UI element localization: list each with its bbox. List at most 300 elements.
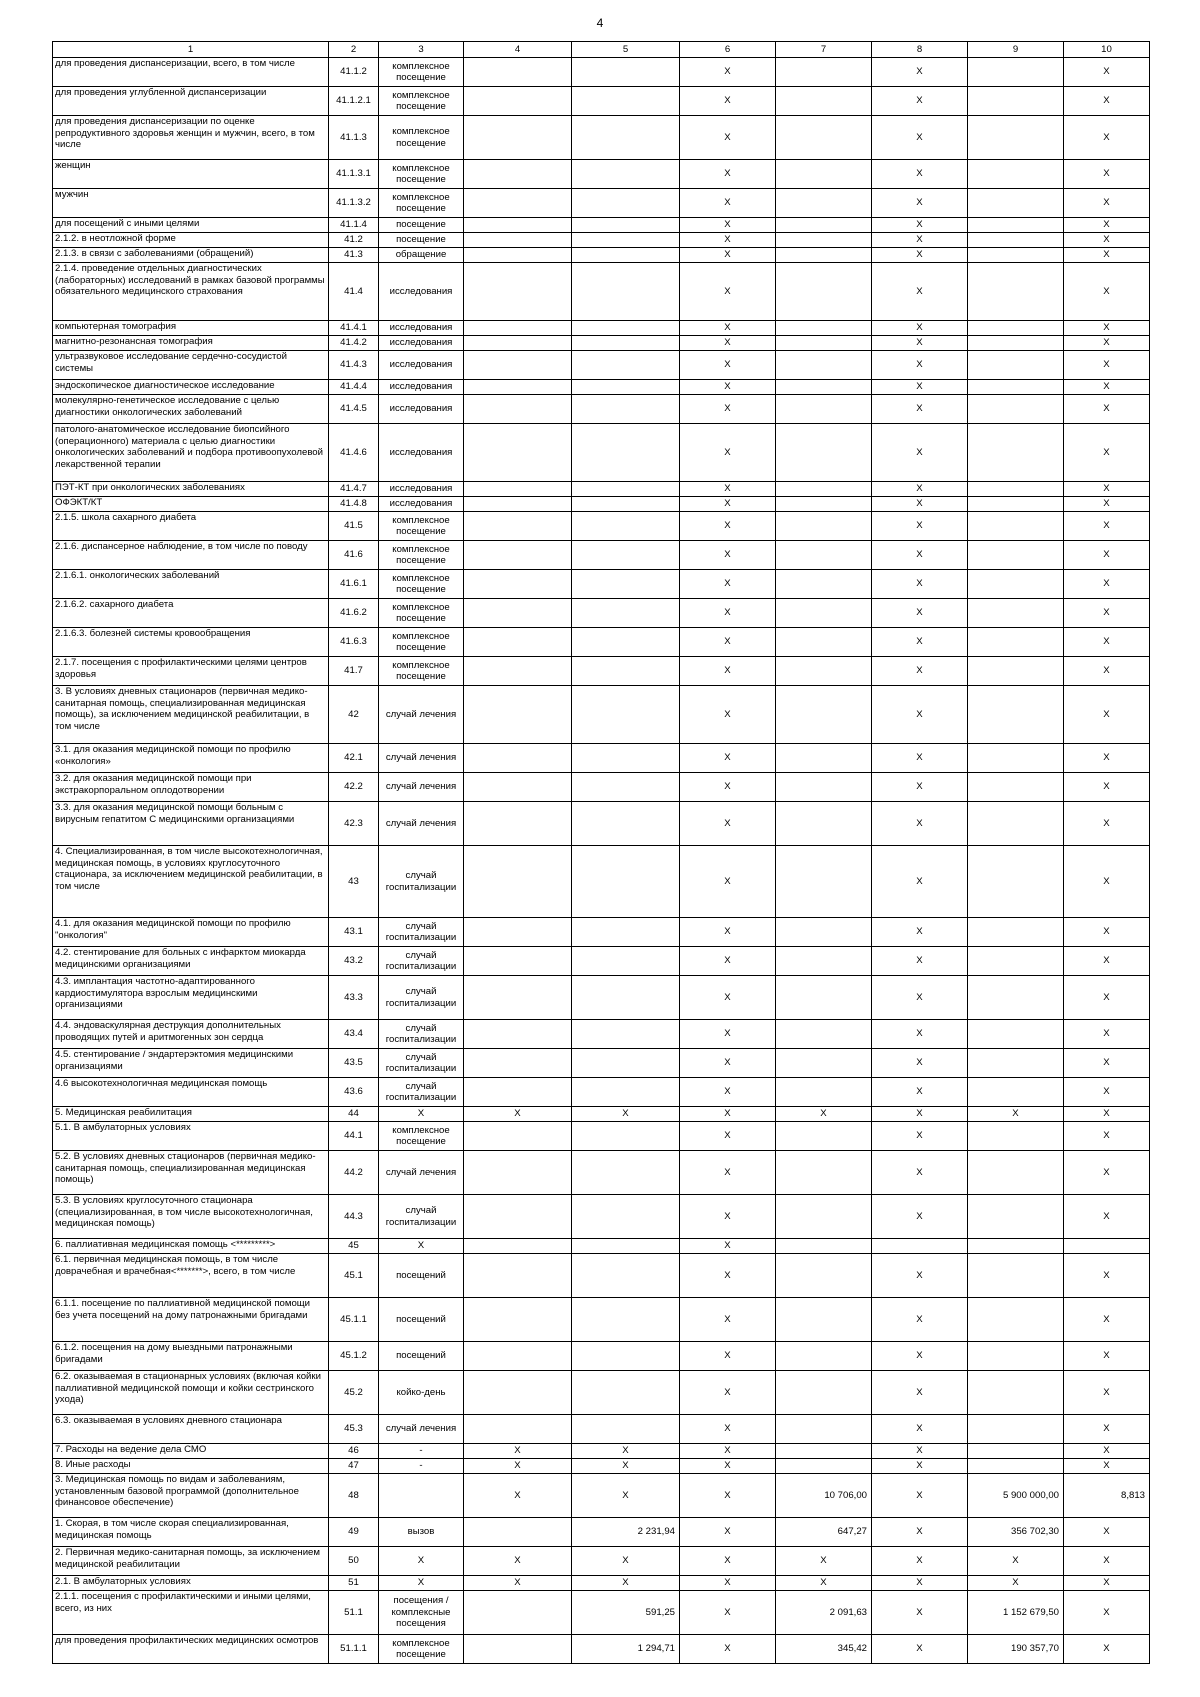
table-cell bbox=[968, 512, 1064, 541]
column-header-8: 8 bbox=[872, 42, 968, 58]
table-cell bbox=[776, 599, 872, 628]
table-cell bbox=[464, 233, 572, 248]
table-cell: X bbox=[680, 1049, 776, 1078]
table-cell: 4.4. эндоваскулярная деструкция дополнительных проводящих путей и аритмогенных зон сердца bbox=[53, 1020, 329, 1049]
table-cell bbox=[968, 248, 1064, 263]
table-row bbox=[53, 1195, 1150, 1239]
table-cell bbox=[776, 248, 872, 263]
table-cell: исследования bbox=[379, 424, 464, 482]
table-cell bbox=[464, 628, 572, 657]
table-cell: исследования bbox=[379, 263, 464, 321]
table-cell: 5.3. В условиях круглосуточного стационара (специализированная, в том числе высокотехнологичная, медицинская помощь) bbox=[53, 1195, 329, 1239]
table-cell: X bbox=[1064, 541, 1150, 570]
table-cell: 6.1.2. посещения на дому выездными патронажными бригадами bbox=[53, 1342, 329, 1371]
table-cell: 41.7 bbox=[329, 657, 379, 686]
table-cell: случай лечения bbox=[379, 744, 464, 773]
table-cell: X bbox=[1064, 351, 1150, 380]
table-cell: 2.1.1. посещения с профилактическими и иными целями, всего, из них bbox=[53, 1591, 329, 1635]
table-cell bbox=[1064, 1239, 1150, 1254]
table-cell: 43.1 bbox=[329, 918, 379, 947]
table-cell bbox=[572, 657, 680, 686]
table-row bbox=[53, 351, 1150, 380]
table-cell: для проведения диспансеризации по оценке репродуктивного здоровья женщин и мужчин, всего, в том числе bbox=[53, 116, 329, 160]
table-row bbox=[53, 1078, 1150, 1107]
table-cell: 5.2. В условиях дневных стационаров (первичная медико-санитарная помощь, специализированная медицинская помощь) bbox=[53, 1151, 329, 1195]
table-cell: X bbox=[680, 160, 776, 189]
table-cell bbox=[776, 1298, 872, 1342]
table-cell bbox=[464, 1298, 572, 1342]
table-cell: X bbox=[872, 1444, 968, 1459]
table-cell bbox=[572, 1151, 680, 1195]
table-cell: комплексное посещение bbox=[379, 160, 464, 189]
table-cell: X bbox=[680, 1591, 776, 1635]
table-cell: комплексное посещение bbox=[379, 657, 464, 686]
table-cell: случай госпитализации bbox=[379, 1020, 464, 1049]
table-cell bbox=[968, 1239, 1064, 1254]
table-cell: 4.2. стентирование для больных с инфарктом миокарда медицинскими организациями bbox=[53, 947, 329, 976]
table-cell: для посещений с иными целями bbox=[53, 218, 329, 233]
table-cell: X bbox=[968, 1547, 1064, 1576]
table-cell: 42 bbox=[329, 686, 379, 744]
table-cell: X bbox=[680, 512, 776, 541]
table-cell: X bbox=[464, 1444, 572, 1459]
table-cell bbox=[776, 87, 872, 116]
table-cell: X bbox=[872, 1298, 968, 1342]
table-cell: случай госпитализации bbox=[379, 918, 464, 947]
table-cell: X bbox=[1064, 1415, 1150, 1444]
table-cell: X bbox=[1064, 1547, 1150, 1576]
table-cell: 4.1. для оказания медицинской помощи по профилю "онкология" bbox=[53, 918, 329, 947]
table-cell: комплексное посещение bbox=[379, 87, 464, 116]
table-cell bbox=[776, 1049, 872, 1078]
table-cell: 41.4.7 bbox=[329, 482, 379, 497]
table-cell: 41.6 bbox=[329, 541, 379, 570]
table-cell: X bbox=[680, 1239, 776, 1254]
table-cell: 647,27 bbox=[776, 1518, 872, 1547]
table-cell: койко-день bbox=[379, 1371, 464, 1415]
table-cell: для проведения углубленной диспансеризации bbox=[53, 87, 329, 116]
table-cell bbox=[968, 541, 1064, 570]
table-cell: 43 bbox=[329, 846, 379, 918]
table-cell: X bbox=[1064, 947, 1150, 976]
table-cell: 49 bbox=[329, 1518, 379, 1547]
table-cell: случай госпитализации bbox=[379, 976, 464, 1020]
table-cell: X bbox=[680, 686, 776, 744]
table-cell: X bbox=[1064, 1371, 1150, 1415]
table-cell bbox=[572, 976, 680, 1020]
table-cell: 44.2 bbox=[329, 1151, 379, 1195]
table-cell: 41.1.3.1 bbox=[329, 160, 379, 189]
table-cell: X bbox=[680, 1078, 776, 1107]
table-cell: X bbox=[872, 628, 968, 657]
page-number: 4 bbox=[596, 16, 604, 30]
table-cell bbox=[968, 976, 1064, 1020]
table-cell bbox=[464, 686, 572, 744]
table-cell bbox=[776, 541, 872, 570]
table-cell bbox=[464, 744, 572, 773]
table-cell: 2.1.3. в связи с заболеваниями (обращений) bbox=[53, 248, 329, 263]
table-cell: X bbox=[680, 1298, 776, 1342]
table-cell: 45.1.2 bbox=[329, 1342, 379, 1371]
table-cell: 6.1. первичная медицинская помощь, в том числе доврачебная и врачебная<*******>, всего, в том числе bbox=[53, 1254, 329, 1298]
table-cell bbox=[572, 1254, 680, 1298]
table-cell: X bbox=[872, 846, 968, 918]
table-cell: X bbox=[1064, 1107, 1150, 1122]
table-cell: X bbox=[680, 1107, 776, 1122]
table-cell: X bbox=[680, 773, 776, 802]
table-cell: 41.6.3 bbox=[329, 628, 379, 657]
table-cell bbox=[464, 1342, 572, 1371]
table-cell bbox=[968, 482, 1064, 497]
column-header-1: 1 bbox=[53, 42, 329, 58]
table-cell: X bbox=[680, 424, 776, 482]
table-cell: 41.4.5 bbox=[329, 395, 379, 424]
table-cell bbox=[776, 846, 872, 918]
table-cell: X bbox=[1064, 628, 1150, 657]
table-cell bbox=[572, 1415, 680, 1444]
table-cell bbox=[776, 218, 872, 233]
table-cell: X bbox=[1064, 1342, 1150, 1371]
table-cell: 4. Специализированная, в том числе высокотехнологичная, медицинская помощь, в условиях круглосуточного стационара, за исключением медицинской реабилитации, в том числе bbox=[53, 846, 329, 918]
table-cell: 2 231,94 bbox=[572, 1518, 680, 1547]
table-cell: посещений bbox=[379, 1298, 464, 1342]
table-row bbox=[53, 263, 1150, 321]
table-cell bbox=[776, 116, 872, 160]
table-cell: случай госпитализации bbox=[379, 1049, 464, 1078]
table-cell bbox=[968, 87, 1064, 116]
table-row bbox=[53, 802, 1150, 846]
table-cell: случай лечения bbox=[379, 773, 464, 802]
table-cell: X bbox=[872, 1518, 968, 1547]
table-cell bbox=[572, 512, 680, 541]
table-row bbox=[53, 116, 1150, 160]
table-cell bbox=[572, 233, 680, 248]
table-row bbox=[53, 482, 1150, 497]
table-cell: 1 294,71 bbox=[572, 1635, 680, 1664]
table-cell bbox=[572, 116, 680, 160]
table-cell: X bbox=[680, 116, 776, 160]
table-row bbox=[53, 1020, 1150, 1049]
table-cell: X bbox=[872, 160, 968, 189]
table-cell bbox=[968, 1459, 1064, 1474]
table-cell: X bbox=[572, 1107, 680, 1122]
table-cell: X bbox=[1064, 189, 1150, 218]
table-cell: X bbox=[680, 395, 776, 424]
table-cell: X bbox=[872, 1151, 968, 1195]
table-cell: комплексное посещение bbox=[379, 512, 464, 541]
table-cell bbox=[776, 1122, 872, 1151]
table-cell: 46 bbox=[329, 1444, 379, 1459]
table-cell: X bbox=[680, 947, 776, 976]
table-cell bbox=[968, 336, 1064, 351]
table-cell bbox=[776, 512, 872, 541]
table-cell: комплексное посещение bbox=[379, 541, 464, 570]
table-cell bbox=[464, 570, 572, 599]
table-cell bbox=[572, 686, 680, 744]
table-cell: X bbox=[968, 1107, 1064, 1122]
table-cell bbox=[968, 846, 1064, 918]
table-cell: X bbox=[680, 1020, 776, 1049]
table-row bbox=[53, 744, 1150, 773]
table-cell bbox=[776, 321, 872, 336]
table-cell bbox=[572, 263, 680, 321]
table-cell bbox=[464, 1078, 572, 1107]
table-cell: 51.1.1 bbox=[329, 1635, 379, 1664]
table-cell: 2.1.7. посещения с профилактическими целями центров здоровья bbox=[53, 657, 329, 686]
table-cell: 41.4.4 bbox=[329, 380, 379, 395]
table-cell: 6.2. оказываемая в стационарных условиях (включая койки паллиативной медицинской помощи и койки сестринского ухода) bbox=[53, 1371, 329, 1415]
table-cell bbox=[464, 160, 572, 189]
table-cell: X bbox=[680, 1371, 776, 1415]
table-cell: ОФЭКТ/КТ bbox=[53, 497, 329, 512]
table-cell: X bbox=[1064, 482, 1150, 497]
table-cell: X bbox=[1064, 802, 1150, 846]
table-cell: X bbox=[1064, 497, 1150, 512]
table-cell: X bbox=[1064, 1298, 1150, 1342]
table-cell: 41.1.3.2 bbox=[329, 189, 379, 218]
table-cell: X bbox=[572, 1459, 680, 1474]
table-cell bbox=[464, 351, 572, 380]
table-cell: X bbox=[680, 744, 776, 773]
table-cell: X bbox=[680, 802, 776, 846]
table-cell bbox=[572, 497, 680, 512]
table-cell bbox=[968, 773, 1064, 802]
table-cell bbox=[776, 918, 872, 947]
table-cell bbox=[968, 947, 1064, 976]
table-row bbox=[53, 599, 1150, 628]
table-cell: 2.1.2. в неотложной форме bbox=[53, 233, 329, 248]
table-row bbox=[53, 424, 1150, 482]
table-cell bbox=[776, 1444, 872, 1459]
table-row bbox=[53, 570, 1150, 599]
table-cell: X bbox=[379, 1107, 464, 1122]
table-cell bbox=[464, 248, 572, 263]
table-cell: 45 bbox=[329, 1239, 379, 1254]
table-cell bbox=[968, 1195, 1064, 1239]
table-cell bbox=[968, 1049, 1064, 1078]
table-cell: 41.4 bbox=[329, 263, 379, 321]
table-cell: 51.1 bbox=[329, 1591, 379, 1635]
table-cell bbox=[572, 424, 680, 482]
table-cell: случай лечения bbox=[379, 686, 464, 744]
table-cell bbox=[464, 58, 572, 87]
table-cell: - bbox=[379, 1459, 464, 1474]
table-cell: 43.3 bbox=[329, 976, 379, 1020]
table-cell: 43.6 bbox=[329, 1078, 379, 1107]
table-row bbox=[53, 58, 1150, 87]
table-cell: для проведения диспансеризации, всего, в том числе bbox=[53, 58, 329, 87]
table-cell: обращение bbox=[379, 248, 464, 263]
table-cell: X bbox=[872, 918, 968, 947]
table-cell: X bbox=[872, 1107, 968, 1122]
table-row bbox=[53, 160, 1150, 189]
table-cell: X bbox=[680, 1518, 776, 1547]
table-cell: X bbox=[1064, 512, 1150, 541]
table-cell bbox=[872, 1239, 968, 1254]
table-cell: X bbox=[872, 512, 968, 541]
table-cell: X bbox=[872, 1415, 968, 1444]
table-cell bbox=[464, 1371, 572, 1415]
table-cell: X bbox=[1064, 116, 1150, 160]
table-row bbox=[53, 1547, 1150, 1576]
table-cell: X bbox=[464, 1576, 572, 1591]
table-cell: X bbox=[1064, 1635, 1150, 1664]
table-row bbox=[53, 1444, 1150, 1459]
table-row bbox=[53, 686, 1150, 744]
table-cell bbox=[968, 686, 1064, 744]
table-cell: X bbox=[680, 1444, 776, 1459]
table-cell: X bbox=[680, 657, 776, 686]
table-cell: X bbox=[680, 599, 776, 628]
table-cell: 356 702,30 bbox=[968, 1518, 1064, 1547]
table-cell bbox=[572, 599, 680, 628]
table-cell bbox=[968, 497, 1064, 512]
table-cell: X bbox=[1064, 424, 1150, 482]
table-cell bbox=[572, 947, 680, 976]
table-cell bbox=[464, 802, 572, 846]
table-cell bbox=[968, 1151, 1064, 1195]
table-cell bbox=[464, 918, 572, 947]
table-cell bbox=[968, 58, 1064, 87]
table-cell: X bbox=[872, 336, 968, 351]
table-cell: случай лечения bbox=[379, 1151, 464, 1195]
table-cell: 1 152 679,50 bbox=[968, 1591, 1064, 1635]
table-cell bbox=[464, 395, 572, 424]
table-cell: X bbox=[680, 263, 776, 321]
table-cell bbox=[776, 482, 872, 497]
column-header-7: 7 bbox=[776, 42, 872, 58]
table-cell bbox=[776, 497, 872, 512]
table-cell bbox=[464, 189, 572, 218]
table-cell bbox=[776, 976, 872, 1020]
table-cell: X bbox=[872, 263, 968, 321]
table-row bbox=[53, 1342, 1150, 1371]
table-cell: X bbox=[1064, 58, 1150, 87]
table-cell: X bbox=[872, 116, 968, 160]
table-cell: X bbox=[1064, 380, 1150, 395]
table-row bbox=[53, 1151, 1150, 1195]
table-cell: 3.3. для оказания медицинской помощи больным с вирусным гепатитом С медицинскими организациями bbox=[53, 802, 329, 846]
table-cell: 41.4.6 bbox=[329, 424, 379, 482]
table-row bbox=[53, 512, 1150, 541]
table-cell bbox=[572, 918, 680, 947]
table-cell: X bbox=[872, 686, 968, 744]
table-cell: X bbox=[872, 1459, 968, 1474]
table-cell: X bbox=[1064, 657, 1150, 686]
table-cell bbox=[572, 1020, 680, 1049]
table-cell: для проведения профилактических медицинских осмотров bbox=[53, 1635, 329, 1664]
table-cell: X bbox=[1064, 395, 1150, 424]
table-row bbox=[53, 218, 1150, 233]
table-row bbox=[53, 1371, 1150, 1415]
table-cell: X bbox=[872, 976, 968, 1020]
table-cell bbox=[572, 321, 680, 336]
table-cell bbox=[572, 773, 680, 802]
table-cell bbox=[968, 189, 1064, 218]
table-cell: компьютерная томография bbox=[53, 321, 329, 336]
table-cell bbox=[464, 1195, 572, 1239]
table-cell: X bbox=[1064, 1254, 1150, 1298]
table-cell bbox=[968, 218, 1064, 233]
table-cell: X bbox=[872, 218, 968, 233]
table-cell: X bbox=[572, 1547, 680, 1576]
table-cell: 6.1.1. посещение по паллиативной медицинской помощи без учета посещений на дому патронажными бригадами bbox=[53, 1298, 329, 1342]
table-cell: X bbox=[379, 1576, 464, 1591]
table-cell: 5. Медицинская реабилитация bbox=[53, 1107, 329, 1122]
table-cell: 8,813 bbox=[1064, 1474, 1150, 1518]
table-cell: ПЭТ-КТ при онкологических заболеваниях bbox=[53, 482, 329, 497]
table-cell: X bbox=[872, 1342, 968, 1371]
table-cell bbox=[464, 1049, 572, 1078]
table-cell: эндоскопическое диагностическое исследование bbox=[53, 380, 329, 395]
table-cell bbox=[572, 1122, 680, 1151]
table-row bbox=[53, 1298, 1150, 1342]
table-cell: X bbox=[680, 1459, 776, 1474]
table-cell bbox=[776, 189, 872, 218]
table-cell: 3.2. для оказания медицинской помощи при экстракорпоральном оплодотворении bbox=[53, 773, 329, 802]
table-cell: 42.1 bbox=[329, 744, 379, 773]
table-cell: X bbox=[1064, 218, 1150, 233]
table-cell bbox=[968, 744, 1064, 773]
table-cell: комплексное посещение bbox=[379, 58, 464, 87]
table-cell bbox=[968, 1415, 1064, 1444]
table-cell bbox=[572, 58, 680, 87]
table-cell bbox=[968, 263, 1064, 321]
table-cell bbox=[464, 976, 572, 1020]
table-cell bbox=[572, 1078, 680, 1107]
table-cell: X bbox=[1064, 233, 1150, 248]
table-cell bbox=[968, 1122, 1064, 1151]
table-cell bbox=[572, 1298, 680, 1342]
table-cell: X bbox=[680, 1474, 776, 1518]
table-cell bbox=[464, 599, 572, 628]
data-table bbox=[52, 41, 1150, 1664]
table-row bbox=[53, 336, 1150, 351]
table-cell bbox=[776, 773, 872, 802]
table-cell: X bbox=[776, 1107, 872, 1122]
table-cell: X bbox=[872, 233, 968, 248]
table-cell: 43.2 bbox=[329, 947, 379, 976]
table-row bbox=[53, 541, 1150, 570]
table-cell bbox=[464, 1518, 572, 1547]
table-row bbox=[53, 846, 1150, 918]
table-cell: 1. Скорая, в том числе скорая специализированная, медицинская помощь bbox=[53, 1518, 329, 1547]
table-cell bbox=[968, 233, 1064, 248]
column-header-9: 9 bbox=[968, 42, 1064, 58]
table-cell bbox=[572, 351, 680, 380]
table-cell bbox=[464, 1020, 572, 1049]
table-cell: случай госпитализации bbox=[379, 947, 464, 976]
table-row bbox=[53, 233, 1150, 248]
table-cell: X bbox=[680, 1547, 776, 1576]
table-row bbox=[53, 248, 1150, 263]
table-cell bbox=[968, 570, 1064, 599]
table-cell: 45.2 bbox=[329, 1371, 379, 1415]
table-cell: X bbox=[872, 1195, 968, 1239]
table-cell: X bbox=[872, 947, 968, 976]
table-cell: - bbox=[379, 1444, 464, 1459]
table-cell bbox=[572, 1049, 680, 1078]
table-cell bbox=[572, 482, 680, 497]
table-cell: X bbox=[680, 351, 776, 380]
table-cell bbox=[464, 424, 572, 482]
table-cell: X bbox=[872, 802, 968, 846]
table-row bbox=[53, 189, 1150, 218]
table-cell bbox=[968, 351, 1064, 380]
table-cell: 44 bbox=[329, 1107, 379, 1122]
table-cell bbox=[572, 744, 680, 773]
table-cell: X bbox=[872, 1254, 968, 1298]
